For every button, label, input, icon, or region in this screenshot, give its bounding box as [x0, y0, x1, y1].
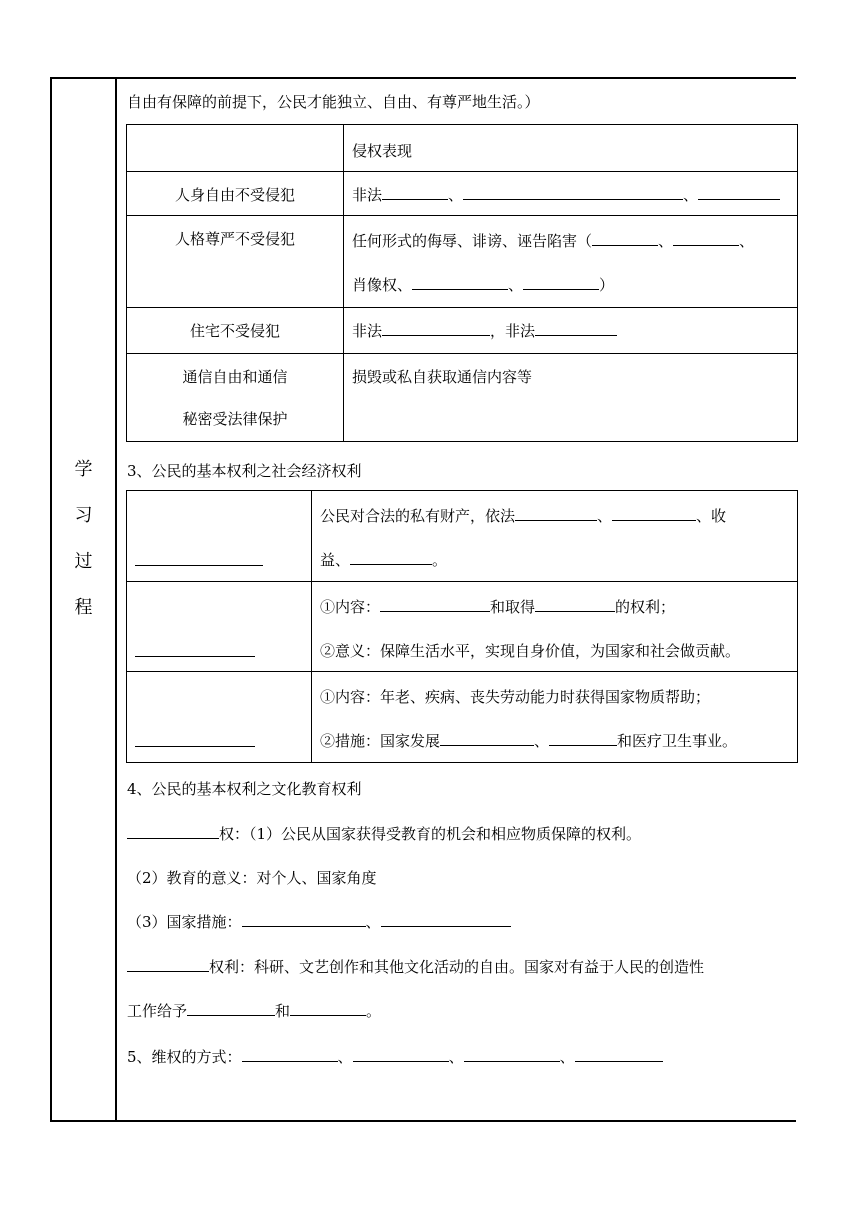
blank: [382, 321, 490, 336]
blank: [382, 185, 448, 200]
side-char: 习: [74, 505, 93, 526]
blank: [464, 1047, 560, 1062]
blank: [575, 1047, 663, 1062]
t1-header: 侵权表现: [352, 142, 413, 160]
t1-empty-header: [127, 125, 344, 172]
edu-text: 权：（1）公民从国家获得受教育的机会和相应物质保障的权利。: [219, 825, 642, 843]
content-area: [117, 79, 796, 1120]
row-label: 秘密受法律保护: [182, 410, 288, 428]
row-text: 和取得: [490, 598, 536, 616]
row-text: 。: [432, 551, 448, 569]
blank: [290, 1001, 366, 1016]
t1-row-content: [344, 172, 798, 216]
row-text: ，非法: [490, 322, 536, 340]
blank: [440, 731, 534, 746]
t1-row-label: [127, 216, 344, 308]
row-text: ）: [599, 276, 615, 294]
t2-right-name-cell: [127, 582, 312, 672]
row-text: ①内容：: [320, 598, 381, 616]
sep: 、: [559, 1048, 575, 1066]
edu-text: （3）国家措施：: [127, 913, 242, 931]
row-text: 肖像权、: [352, 276, 413, 294]
intro-text: 自由有保障的前提下，公民才能独立、自由、有尊严地生活。）: [127, 93, 540, 111]
side-char: 程: [74, 597, 93, 618]
blank: [673, 231, 739, 246]
t1-row-content: [344, 354, 798, 442]
row-text: 的权利；: [615, 598, 676, 616]
blank: [592, 231, 658, 246]
edu-line-5: [127, 1000, 381, 1021]
blank: [353, 1047, 449, 1062]
side-char: 过: [74, 551, 93, 572]
blank: [350, 550, 432, 565]
row-text: 和医疗卫生事业。: [617, 732, 738, 750]
row-text: ②意义：保障生活水平，实现自身价值，为国家和社会做贡献。: [320, 642, 741, 660]
row-text: ①内容：年老、疾病、丧失劳动能力时获得国家物质帮助；: [320, 688, 711, 706]
row-text: 、: [683, 186, 699, 204]
section-5-heading: 5、维权的方式：: [127, 1048, 242, 1066]
t1-row-content: [344, 308, 798, 354]
sep: 、: [448, 1048, 464, 1066]
blank: [127, 824, 219, 839]
row-text: 非法: [352, 322, 383, 340]
t1-row-label: [127, 172, 344, 216]
blank: [381, 912, 511, 927]
sep: 、: [337, 1048, 353, 1066]
edu-line-2: （2）教育的意义：对个人、国家角度: [127, 869, 377, 887]
row-label: 人身自由不受侵犯: [174, 186, 295, 204]
row-text: 非法: [352, 186, 383, 204]
t1-row-label: [127, 308, 344, 354]
row-label: 通信自由和通信: [182, 368, 288, 386]
side-column: [52, 79, 117, 1120]
row-text: 、: [658, 232, 674, 250]
lesson-frame: [50, 77, 796, 1122]
blank: [698, 185, 780, 200]
blank: [135, 732, 255, 747]
section-5-line: [127, 1046, 663, 1067]
row-label: 人格尊严不受侵犯: [174, 230, 295, 248]
blank: [412, 275, 508, 290]
blank: [463, 185, 683, 200]
blank: [187, 1001, 275, 1016]
row-text: 、收: [696, 507, 727, 525]
section-3-heading: 3、公民的基本权利之社会经济权利: [127, 462, 362, 480]
side-char: 学: [74, 459, 93, 480]
blank: [242, 1047, 338, 1062]
t2-content-cell: [312, 672, 798, 763]
row-text: 任何形式的侮辱、诽谤、诬告陷害（: [352, 232, 593, 250]
blank: [612, 506, 696, 521]
t1-row-content: [344, 216, 798, 308]
blank: [135, 551, 263, 566]
row-text: 、: [739, 232, 755, 250]
row-text: 益、: [320, 551, 351, 569]
blank: [549, 731, 617, 746]
row-label: 住宅不受侵犯: [189, 322, 280, 340]
t1-row-label: [127, 354, 344, 442]
edu-text: 和: [275, 1002, 291, 1020]
t2-content-cell: [312, 491, 798, 582]
blank: [127, 957, 209, 972]
t1-header-cell: [344, 125, 798, 172]
blank: [535, 597, 615, 612]
edu-text: 工作给予: [127, 1002, 188, 1020]
blank: [135, 642, 255, 657]
row-text: 、: [534, 732, 550, 750]
edu-text: 。: [366, 1002, 382, 1020]
edu-line-1: [127, 823, 641, 844]
edu-text: 权利：科研、文艺创作和其他文化活动的自由。国家对有益于人民的创造性: [209, 958, 705, 976]
row-text: 公民对合法的私有财产，依法: [320, 507, 516, 525]
row-text: 损毁或私自获取通信内容等: [352, 368, 533, 386]
rights-table-1: [126, 124, 798, 442]
row-text: ②措施：国家发展: [320, 732, 441, 750]
t2-right-name-cell: [127, 491, 312, 582]
row-text: 、: [508, 276, 524, 294]
edu-line-3: [127, 911, 511, 932]
row-text: 、: [448, 186, 464, 204]
row-text: 、: [597, 507, 613, 525]
section-4-heading: 4、公民的基本权利之文化教育权利: [127, 780, 362, 798]
rights-table-2: [126, 490, 798, 763]
edu-text: 、: [365, 913, 381, 931]
blank: [523, 275, 599, 290]
blank: [515, 506, 597, 521]
blank: [242, 912, 366, 927]
t2-right-name-cell: [127, 672, 312, 763]
blank: [380, 597, 490, 612]
blank: [535, 321, 617, 336]
edu-line-4: [127, 956, 704, 977]
t2-content-cell: [312, 582, 798, 672]
